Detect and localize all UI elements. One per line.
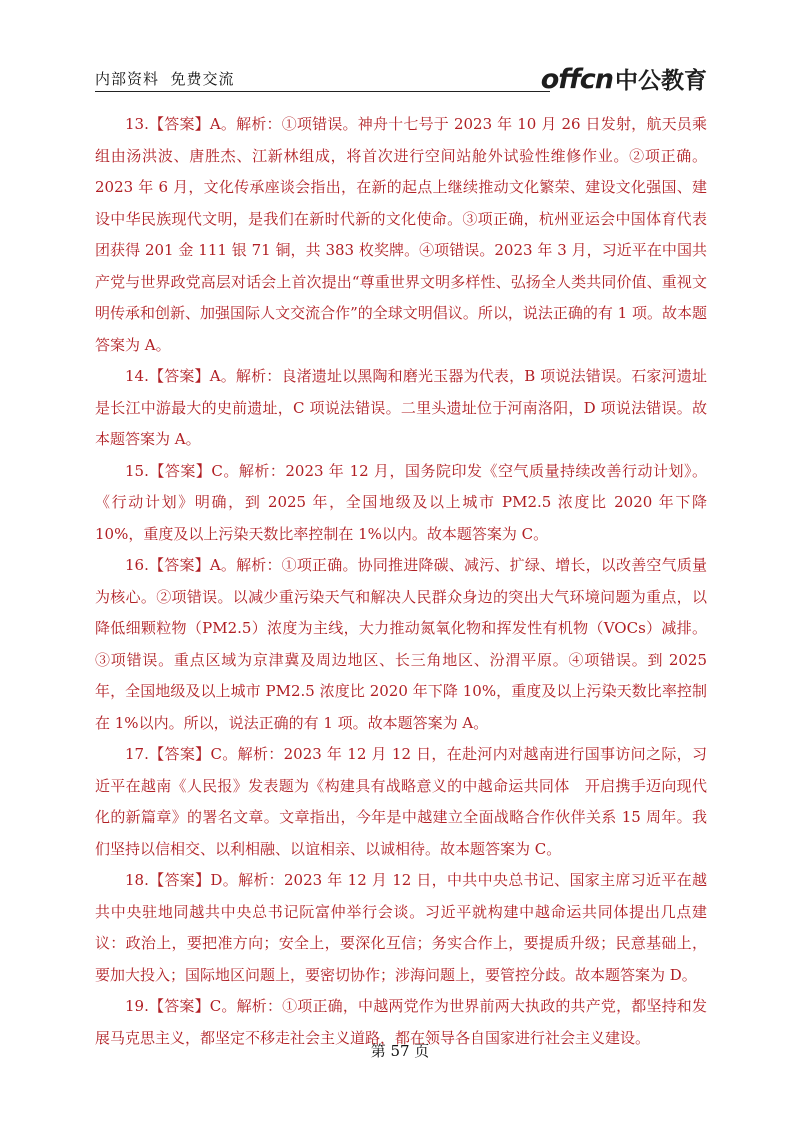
answer-19: 19.【答案】C。解析：①项正确，中越两党作为世界前两大执政的共产党，都坚持和发展马克思主义，都坚定不移走社会主义道路，都在领导各自国家进行社会主义建设。 (95, 997, 707, 1047)
answer-15: 15.【答案】C。解析：2023 年 12 月，国务院印发《空气质量持续改善行动计划》。《行动计划》明确，到 2025 年，全国地级及以上城市 PM2.5 浓度比 2020 年下降 10%，重度及以上污染天数比率控制在 1%以内。故本题答案为 C。 (95, 461, 707, 543)
page-number: 第 57 页 (370, 1042, 430, 1060)
answer-14: 14.【答案】A。解析：良渚遗址以黑陶和磨光玉器为代表，B 项说法错误。石家河遗址是长江中游最大的史前遗址，C 项说法错误。二里头遗址位于河南洛阳，D 项说法错误。故本题答案为 A。 (95, 367, 707, 448)
header-note: 内部资料 免费交流 (95, 70, 235, 88)
header-rule (95, 91, 550, 92)
answer-explanations (95, 109, 707, 1054)
answer-18: 18.【答案】D。解析：2023 年 12 月 12 日，中共中央总书记、国家主席习近平在越共中央驻地同越共中央总书记阮富仲举行会谈。习近平就构建中越命运共同体提出几点建议：政治上，要把准方向；安全上，要深化互信；务实合作上，要提质升级；民意基础上，要加大投入；国际地区问题上，要密切协作；涉海问题上，要管控分歧。故本题答案为 D。 (95, 871, 707, 984)
answer-16: 16.【答案】A。解析：①项正确。协同推进降碳、减污、扩绿、增长，以改善空气质量为核心。②项错误。以减少重污染天气和解决人民群众身边的突出大气环境问题为重点，以降低细颗粒物（PM2.5）浓度为主线，大力推动氮氧化物和挥发性有机物（VOCs）减排。③项错误。重点区域为京津冀及周边地区、长三角地区、汾渭平原。④项错误。到 2025 年，全国地级及以上城市 PM2.5 浓度比 2020 年下降 10%，重度及以上污染天数比率控制在 1%以内。所以，说法正确的有 1 项。故本题答案为 A。 (95, 556, 707, 732)
answer-13: 13.【答案】A。解析：①项错误。神舟十七号于 2023 年 10 月 26 日发射，航天员乘组由汤洪波、唐胜杰、江新林组成，将首次进行空间站舱外试验性维修作业。②项正确。2023 年 6 月，文化传承座谈会指出，在新的起点上继续推动文化繁荣、建设文化强国、建设中华民族现代文明，是我们在新时代新的文化使命。③项正确，杭州亚运会中国体育代表团获得 201 金 111 银 71 铜，共 383 枚奖牌。④项错误。2023 年 3 月，习近平在中国共产党与世界政党高层对话会上首次提出“尊重世界文明多样性、弘扬全人类共同价值、重视文明传承和创新、加强国际人文交流合作”的全球文明倡议。所以，说法正确的有 1 项。故本题答案为 A。 (95, 115, 707, 354)
logo-latin: offcn (540, 64, 613, 95)
logo-cn: 中公教育 (615, 68, 707, 94)
page-header (95, 62, 707, 94)
offcn-logo (541, 62, 707, 94)
answer-17: 17.【答案】C。解析：2023 年 12 月 12 日，在赴河内对越南进行国事访问之际，习近平在越南《人民报》发表题为《构建具有战略意义的中越命运共同体 开启携手迈向现代化的新篇章》的署名文章。文章指出，今年是中越建立全面战略合作伙伴关系 15 周年。我们坚持以信相交、以利相融、以谊相亲、以诚相待。故本题答案为 C。 (95, 745, 707, 858)
